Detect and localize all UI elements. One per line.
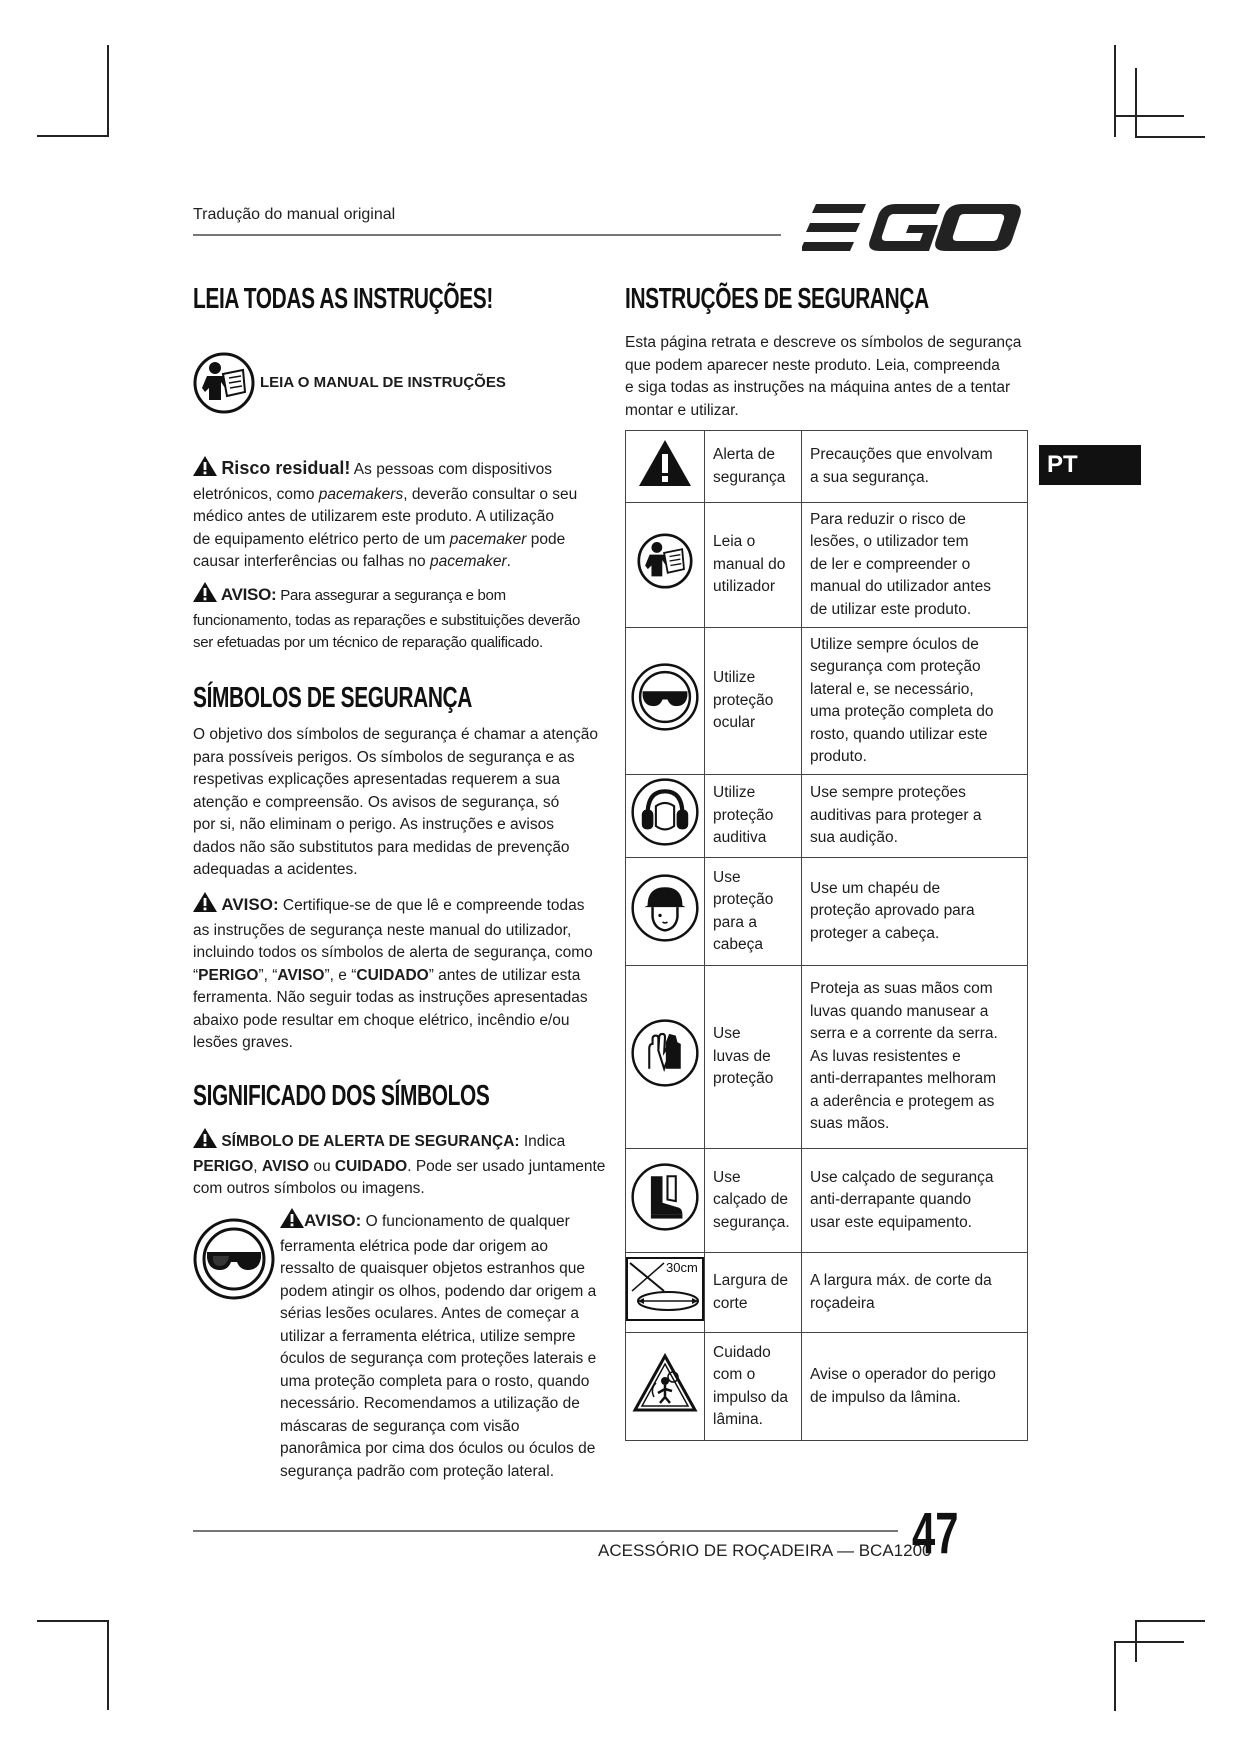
blade-thrust-icon bbox=[626, 1333, 705, 1441]
text-line: proteção bbox=[713, 691, 774, 709]
warning-triangle-icon bbox=[193, 582, 217, 610]
crop-mark bbox=[1135, 68, 1137, 138]
text-line: a sua segurança. bbox=[810, 468, 929, 486]
text-line: roçadeira bbox=[810, 1294, 875, 1312]
signal-word: PERIGO bbox=[193, 1157, 254, 1175]
text-line: funcionamento, todas as reparações e substituições deverão bbox=[193, 611, 581, 629]
text-line: atenção e compreensão. Os avisos de segurança, só bbox=[193, 793, 560, 811]
signal-word: AVISO bbox=[261, 1157, 310, 1175]
text-line: corte bbox=[713, 1294, 748, 1312]
crop-mark bbox=[107, 45, 109, 137]
text-line: Utilize bbox=[713, 784, 756, 802]
eye-protection-icon bbox=[626, 628, 705, 775]
text-line: cabeça bbox=[713, 936, 763, 953]
header-rule bbox=[193, 234, 781, 236]
text-line: eletrónicos, como bbox=[193, 485, 319, 503]
symbol-name bbox=[705, 858, 802, 966]
symbol-name bbox=[705, 1149, 802, 1253]
text-line: luvas de bbox=[713, 1047, 771, 1065]
text-line: proteção bbox=[713, 891, 774, 908]
text-line: Use bbox=[713, 868, 741, 886]
text-line: ” antes de utilizar esta bbox=[428, 966, 581, 984]
signal-word: PERIGO bbox=[198, 966, 259, 984]
text-line: sérias lesões oculares. Antes de começar a bbox=[280, 1305, 579, 1322]
text-line: Proteja as suas mãos com bbox=[810, 980, 993, 998]
text-line: Leia o bbox=[713, 533, 756, 551]
text-line: Alerta de bbox=[713, 446, 776, 463]
table-row bbox=[626, 503, 1028, 628]
text-line: lâmina. bbox=[713, 1411, 763, 1428]
text-line: anti-derrapantes melhoram bbox=[810, 1070, 997, 1088]
text-line: segurança padrão com proteção lateral. bbox=[280, 1462, 554, 1480]
italic-term: pacemakers bbox=[318, 485, 404, 503]
text-line: panorâmica por cima dos óculos ou óculos de bbox=[280, 1440, 596, 1457]
table-row bbox=[626, 1149, 1028, 1253]
footer-product-name: ACESSÓRIO DE ROÇADEIRA — BCA1200 bbox=[598, 1541, 932, 1560]
crop-mark bbox=[37, 1620, 109, 1622]
text-line: Utilize bbox=[713, 669, 756, 687]
text-line: proteção aprovado para bbox=[810, 902, 975, 920]
text-line: luvas quando manusear a bbox=[810, 1002, 989, 1020]
text-line: respetivas explicações apresentadas requerem a sua bbox=[193, 771, 561, 788]
text-line: , bbox=[253, 1157, 262, 1175]
text-line: suas mãos. bbox=[810, 1115, 890, 1133]
safety-instructions-intro bbox=[625, 332, 1045, 422]
text-line: de equipamento elétrico perto de um bbox=[193, 530, 450, 548]
text-line: . Pode ser usado juntamente bbox=[407, 1157, 606, 1175]
text-line: incluindo todos os símbolos de alerta de segurança, como bbox=[193, 944, 593, 961]
text-line: utilizador bbox=[713, 578, 776, 596]
safety-boots-icon bbox=[626, 1149, 705, 1253]
text-line: a aderência e protegem as bbox=[810, 1092, 995, 1110]
text-line: abaixo pode resultar em choque elétrico, incêndio e/ou bbox=[193, 1011, 570, 1029]
safety-alert-symbol-paragraph bbox=[193, 1128, 613, 1201]
crop-mark bbox=[1114, 1641, 1116, 1711]
text-line: proteger a cabeça. bbox=[810, 924, 940, 942]
text-line: óculos de segurança com proteções laterais e bbox=[280, 1350, 597, 1367]
text-line: de utilizar este produto. bbox=[810, 600, 972, 618]
text-line: ou bbox=[309, 1157, 335, 1175]
text-line: as instruções de segurança neste manual do utilizador, bbox=[193, 921, 572, 939]
signal-word: AVISO bbox=[277, 966, 325, 984]
text-line: de ler e compreender o bbox=[810, 555, 971, 573]
text-line: médico antes de utilizarem este produto. A utilização bbox=[193, 508, 555, 525]
symbol-name bbox=[705, 1253, 802, 1333]
alert-symbol-lead: SÍMBOLO DE ALERTA DE SEGURANÇA: bbox=[221, 1133, 520, 1150]
symbol-description bbox=[802, 775, 1028, 858]
symbol-description bbox=[802, 1333, 1028, 1441]
read-manual-icon bbox=[626, 503, 705, 628]
text-line: causar interferências ou falhas no bbox=[193, 553, 430, 570]
eye-protection-icon bbox=[193, 1218, 275, 1300]
read-manual-label: LEIA O MANUAL DE INSTRUÇÕES bbox=[260, 374, 506, 391]
text-line: montar e utilizar. bbox=[625, 401, 739, 419]
text-line: proteção bbox=[713, 806, 774, 824]
cutting-width-icon bbox=[626, 1253, 705, 1333]
text-line: Largura de bbox=[713, 1272, 788, 1289]
heading-read-all-instructions: LEIA TODAS AS INSTRUÇÕES! bbox=[193, 283, 493, 315]
text-line: Precauções que envolvam bbox=[810, 446, 993, 463]
text-line: auditiva bbox=[713, 829, 767, 847]
text-line: Certifique-se de que lê e compreende todas bbox=[278, 897, 585, 914]
text-line: impulso da bbox=[713, 1388, 788, 1406]
symbol-name bbox=[705, 628, 802, 775]
text-line: ser efetuadas por um técnico de reparação qualificado. bbox=[193, 634, 543, 651]
text-line: O objetivo dos símbolos de segurança é chamar a atenção bbox=[193, 726, 598, 743]
text-line: pode bbox=[526, 530, 566, 548]
text-line: O funcionamento de qualquer bbox=[361, 1213, 570, 1230]
text-line: lateral e, se necessário, bbox=[810, 680, 974, 698]
text-line: ocular bbox=[713, 714, 756, 732]
text-line: anti-derrapante quando bbox=[810, 1191, 972, 1209]
aviso-label: AVISO: bbox=[221, 895, 279, 914]
crop-mark bbox=[1135, 136, 1205, 138]
page-number: 47 bbox=[912, 1501, 959, 1566]
text-line: por si, não eliminam o perigo. As instruções e avisos bbox=[193, 816, 554, 833]
aviso-label: AVISO: bbox=[304, 1211, 362, 1230]
hearing-protection-icon bbox=[626, 775, 705, 858]
text-line: e siga todas as instruções na máquina antes de a tentar bbox=[625, 379, 1011, 396]
text-line: necessário. Recomendamos a utilização de bbox=[280, 1395, 580, 1412]
text-line: uma proteção completa para o rosto, quando bbox=[280, 1372, 590, 1390]
text-line: que podem aparecer neste produto. Leia, compreenda bbox=[625, 356, 1000, 374]
text-line: manual do utilizador antes bbox=[810, 578, 991, 596]
text-line: Utilize sempre óculos de bbox=[810, 635, 979, 653]
text-line: de impulso da lâmina. bbox=[810, 1388, 961, 1406]
crop-mark bbox=[1135, 1620, 1205, 1622]
text-line: podem atingir os olhos, podendo dar origem a bbox=[280, 1282, 597, 1300]
text-line: Para reduzir o risco de bbox=[810, 510, 966, 528]
signal-word: CUIDADO bbox=[334, 1157, 408, 1175]
text-line: serra e a corrente da serra. bbox=[810, 1025, 998, 1043]
text-line: com o bbox=[713, 1366, 756, 1383]
text-line: segurança bbox=[713, 468, 786, 486]
crop-mark bbox=[1135, 1620, 1137, 1662]
heading-symbol-meaning: SIGNIFICADO DOS SÍMBOLOS bbox=[193, 1080, 490, 1112]
text-line: para possíveis perigos. Os símbolos de segurança e as bbox=[193, 748, 575, 766]
cutting-width-value: 30cm bbox=[666, 1259, 698, 1275]
head-protection-icon bbox=[626, 858, 705, 966]
symbol-name bbox=[705, 431, 802, 503]
quote-mark: ”, “ bbox=[258, 966, 278, 984]
text-line: segurança com proteção bbox=[810, 658, 981, 675]
symbol-description bbox=[802, 1149, 1028, 1253]
warning-repairs-paragraph bbox=[193, 582, 613, 655]
residual-risk-lead: Risco residual! bbox=[221, 458, 351, 478]
warning-triangle-icon bbox=[193, 456, 217, 484]
text-line: máscaras de segurança com visão bbox=[280, 1417, 520, 1435]
warning-triangle-icon bbox=[280, 1208, 304, 1236]
quote-mark: ”, e “ bbox=[324, 966, 357, 984]
text-line: , deverão consultar o seu bbox=[403, 485, 578, 503]
ego-logo bbox=[802, 200, 1027, 260]
symbol-description bbox=[802, 858, 1028, 966]
text-line: ferramenta. Não seguir todas as instruções apresentadas bbox=[193, 989, 588, 1006]
italic-term: pacemaker bbox=[449, 530, 527, 548]
text-line: Avise o operador do perigo bbox=[810, 1366, 996, 1383]
text-line: manual do bbox=[713, 555, 786, 573]
text-line: auditivas para proteger a bbox=[810, 806, 982, 824]
text-line: produto. bbox=[810, 748, 867, 765]
gloves-icon bbox=[626, 966, 705, 1149]
text-line: A largura máx. de corte da bbox=[810, 1272, 992, 1289]
text-line: Use bbox=[713, 1168, 741, 1186]
warning-triangle-icon bbox=[193, 892, 217, 920]
symbol-name bbox=[705, 966, 802, 1149]
text-line: calçado de bbox=[713, 1191, 788, 1209]
text-line: As luvas resistentes e bbox=[810, 1047, 961, 1065]
table-row bbox=[626, 1333, 1028, 1441]
symbol-name bbox=[705, 503, 802, 628]
text-line: Para assegurar a segurança e bom bbox=[276, 587, 506, 604]
crop-mark bbox=[1114, 115, 1184, 117]
text-line: Cuidado bbox=[713, 1343, 771, 1361]
aviso-label: AVISO: bbox=[220, 585, 277, 604]
table-row bbox=[626, 966, 1028, 1149]
text-line: lesões, o utilizador tem bbox=[810, 533, 969, 551]
symbol-description bbox=[802, 628, 1028, 775]
heading-safety-instructions: INSTRUÇÕES DE SEGURANÇA bbox=[625, 283, 929, 315]
table-row bbox=[626, 628, 1028, 775]
safety-symbols-table bbox=[625, 430, 1028, 1441]
symbol-name bbox=[705, 1333, 802, 1441]
text-line: ferramenta elétrica pode dar origem ao bbox=[280, 1237, 548, 1255]
text-line: ressalto de quaisquer objetos estranhos que bbox=[280, 1260, 586, 1277]
crop-mark bbox=[1114, 45, 1116, 137]
symbol-description bbox=[802, 1253, 1028, 1333]
text-line: lesões graves. bbox=[193, 1034, 293, 1051]
table-row bbox=[626, 431, 1028, 503]
table-row bbox=[626, 775, 1028, 858]
signal-word: CUIDADO bbox=[356, 966, 429, 984]
text-line: segurança. bbox=[713, 1213, 790, 1231]
text-line: dados não são substitutos para medidas de prevenção bbox=[193, 838, 570, 856]
header-subtitle: Tradução do manual original bbox=[193, 206, 396, 223]
symbol-description bbox=[802, 431, 1028, 503]
text-line: Use um chapéu de bbox=[810, 879, 941, 897]
warning-eye-paragraph bbox=[280, 1208, 620, 1483]
text-line: Esta página retrata e descreve os símbolos de segurança bbox=[625, 334, 1022, 351]
warning-triangle-icon bbox=[193, 1128, 217, 1156]
language-tab: PT bbox=[1039, 445, 1141, 485]
heading-safety-symbols: SÍMBOLOS DE SEGURANÇA bbox=[193, 682, 472, 714]
residual-risk-paragraph bbox=[193, 456, 613, 574]
text-line: com outros símbolos ou imagens. bbox=[193, 1180, 425, 1197]
crop-mark bbox=[107, 1620, 109, 1710]
symbol-description bbox=[802, 503, 1028, 628]
crop-mark bbox=[37, 135, 109, 137]
warning-read-instructions-paragraph bbox=[193, 892, 613, 1055]
text-line: Use bbox=[713, 1025, 741, 1043]
text-line: usar este equipamento. bbox=[810, 1213, 972, 1231]
text-line: adequadas a acidentes. bbox=[193, 861, 358, 878]
symbol-description bbox=[802, 966, 1028, 1149]
text-line: utilizar a ferramenta elétrica, utilize sempre bbox=[280, 1327, 576, 1345]
text-line: proteção bbox=[713, 1070, 774, 1088]
text-line: Indica bbox=[519, 1133, 566, 1150]
table-row bbox=[626, 1253, 1028, 1333]
text-line: Use calçado de segurança bbox=[810, 1168, 994, 1186]
read-manual-icon bbox=[193, 352, 255, 414]
text-line: Use sempre proteções bbox=[810, 784, 966, 802]
text-line: uma proteção completa do bbox=[810, 703, 994, 720]
symbol-name bbox=[705, 775, 802, 858]
table-row bbox=[626, 858, 1028, 966]
quote-mark: “ bbox=[193, 966, 199, 984]
text-line: para a bbox=[713, 913, 757, 931]
footer-rule bbox=[193, 1530, 898, 1532]
crop-mark bbox=[1114, 1641, 1184, 1643]
italic-term: pacemaker bbox=[429, 553, 507, 570]
text-line: sua audição. bbox=[810, 829, 898, 847]
text-line: . bbox=[506, 553, 511, 570]
text-line: rosto, quando utilizar este bbox=[810, 725, 988, 743]
symbols-purpose-paragraph bbox=[193, 724, 613, 882]
warning-triangle-icon bbox=[626, 431, 705, 503]
text-line: As pessoas com dispositivos bbox=[350, 461, 552, 478]
